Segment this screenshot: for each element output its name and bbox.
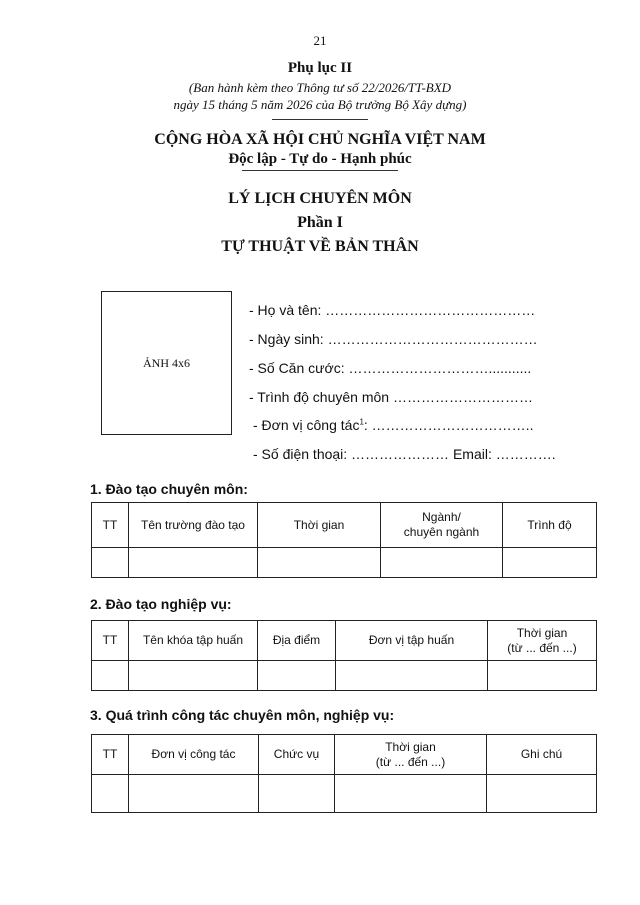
table-header-row bbox=[92, 621, 597, 661]
field-date-of-birth: - Ngày sinh: ……………………………………… bbox=[249, 331, 538, 347]
cell[interactable] bbox=[92, 661, 129, 691]
motto-underline bbox=[242, 170, 398, 171]
part-title: TỰ THUẬT VỀ BẢN THÂN bbox=[221, 238, 419, 255]
table-row bbox=[92, 661, 597, 691]
col-location: Địa điểm bbox=[258, 621, 336, 661]
annex-date-line: ngày 15 tháng 5 năm 2026 của Bộ trưởng Bộ Xây dựng) bbox=[173, 97, 467, 112]
col-notes: Ghi chú bbox=[487, 735, 597, 775]
field-phone-email: - Số điện thoại: ………………… Email: …………. bbox=[253, 446, 556, 462]
col-school-name: Tên trường đào tạo bbox=[129, 503, 258, 548]
col-position: Chức vụ bbox=[259, 735, 335, 775]
table-header-row bbox=[92, 503, 597, 548]
cell[interactable] bbox=[335, 775, 487, 813]
national-name: CỘNG HÒA XÃ HỘI CHỦ NGHĨA VIỆT NAM bbox=[154, 131, 486, 148]
cell[interactable] bbox=[487, 775, 597, 813]
field-organization-label: - Đơn vị công tác bbox=[253, 417, 360, 433]
national-motto: Độc lập - Tự do - Hạnh phúc bbox=[228, 151, 412, 167]
col-training-unit: Đơn vị tập huấn bbox=[336, 621, 488, 661]
photo-label: ẢNH 4x6 bbox=[143, 355, 190, 370]
col-duration: Thời gian bbox=[258, 503, 381, 548]
cell[interactable] bbox=[129, 661, 258, 691]
cell[interactable] bbox=[381, 548, 503, 578]
col-tt: TT bbox=[92, 735, 129, 775]
cell[interactable] bbox=[129, 548, 258, 578]
table-header-row bbox=[92, 735, 597, 775]
table-row bbox=[92, 548, 597, 578]
footnote-marker: 1 bbox=[359, 417, 364, 427]
part-label: Phần I bbox=[297, 214, 343, 231]
cell[interactable] bbox=[503, 548, 597, 578]
field-qualification: - Trình độ chuyên môn ………………………… bbox=[249, 389, 533, 405]
col-tt: TT bbox=[92, 621, 129, 661]
cell[interactable] bbox=[488, 661, 597, 691]
annex-divider bbox=[272, 119, 368, 120]
col-tt: TT bbox=[92, 503, 129, 548]
annex-title: Phụ lục II bbox=[287, 60, 353, 76]
cell[interactable] bbox=[129, 775, 259, 813]
cell[interactable] bbox=[259, 775, 335, 813]
page-number: 21 bbox=[313, 33, 327, 48]
photo-placeholder bbox=[101, 291, 232, 435]
col-duration: Thời gian (từ ... đến ...) bbox=[335, 735, 487, 775]
table-row bbox=[92, 775, 597, 813]
col-level: Trình độ bbox=[503, 503, 597, 548]
cell[interactable] bbox=[258, 548, 381, 578]
field-organization bbox=[253, 417, 533, 433]
field-full-name: - Họ và tên: ……………………………………… bbox=[249, 302, 536, 318]
col-work-unit: Đơn vị công tác bbox=[129, 735, 259, 775]
col-major: Ngành/ chuyên ngành bbox=[381, 503, 503, 548]
cell[interactable] bbox=[336, 661, 488, 691]
cell[interactable] bbox=[258, 661, 336, 691]
document-title: LÝ LỊCH CHUYÊN MÔN bbox=[228, 190, 412, 207]
table-professional-training bbox=[91, 502, 597, 578]
section-1-heading: 1. Đào tạo chuyên môn: bbox=[90, 481, 248, 497]
section-2-heading: 2. Đào tạo nghiệp vụ: bbox=[90, 596, 232, 612]
cell[interactable] bbox=[92, 775, 129, 813]
table-skills-training bbox=[91, 620, 597, 691]
col-duration: Thời gian (từ ... đến ...) bbox=[488, 621, 597, 661]
field-id-number: - Số Căn cước: …………………………........... bbox=[249, 360, 532, 376]
table-work-history bbox=[91, 734, 597, 813]
section-3-heading: 3. Quá trình công tác chuyên môn, nghiệp vụ: bbox=[90, 707, 395, 723]
col-course-name: Tên khóa tập huấn bbox=[129, 621, 258, 661]
annex-issuance-line: (Ban hành kèm theo Thông tư số 22/2026/TT-BXD bbox=[188, 80, 452, 95]
field-organization-dots: : …………………………….. bbox=[363, 417, 534, 433]
cell[interactable] bbox=[92, 548, 129, 578]
